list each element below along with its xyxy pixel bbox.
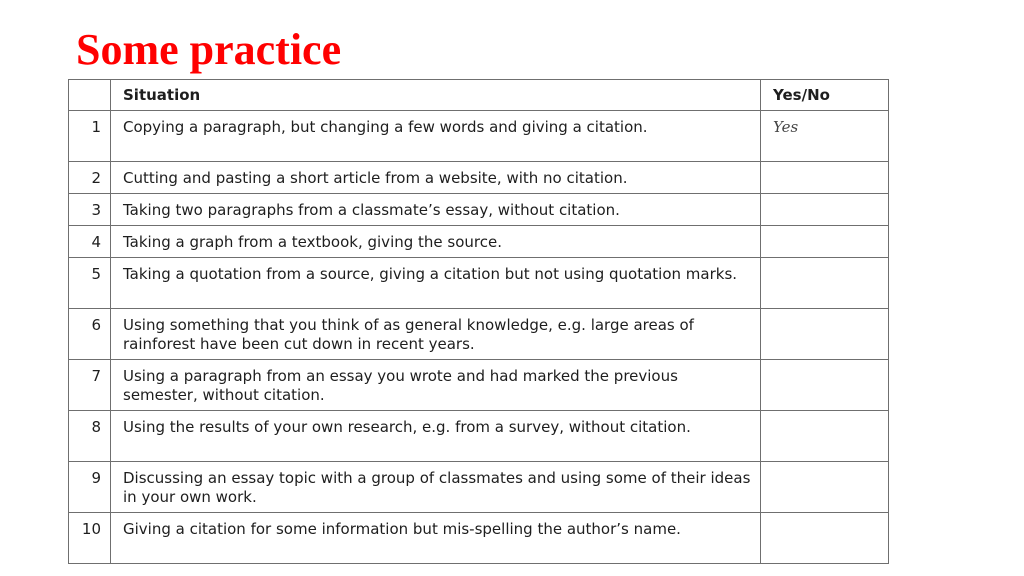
row-answer[interactable] [761,309,889,360]
row-answer[interactable] [761,194,889,226]
row-situation: Taking a graph from a textbook, giving the source. [111,226,761,258]
row-number: 10 [69,513,111,564]
row-answer[interactable] [761,258,889,309]
header-number [69,80,111,111]
row-situation: Taking two paragraphs from a classmate’s essay, without citation. [111,194,761,226]
practice-table [68,79,889,564]
table-row [69,513,889,564]
row-answer[interactable] [761,513,889,564]
row-answer[interactable] [761,226,889,258]
table-row [69,226,889,258]
row-situation: Using a paragraph from an essay you wrote and had marked the previous semester, without citation. [111,360,761,411]
row-situation: Discussing an essay topic with a group of classmates and using some of their ideas in your own work. [111,462,761,513]
row-number: 3 [69,194,111,226]
header-situation: Situation [111,80,761,111]
row-situation: Using the results of your own research, e.g. from a survey, without citation. [111,411,761,462]
row-number: 9 [69,462,111,513]
row-number: 8 [69,411,111,462]
row-number: 1 [69,111,111,162]
row-answer[interactable] [761,411,889,462]
table-row [69,360,889,411]
row-situation: Taking a quotation from a source, giving a citation but not using quotation marks. [111,258,761,309]
table-row [69,411,889,462]
table-row [69,111,889,162]
header-yes-no: Yes/No [761,80,889,111]
row-number: 4 [69,226,111,258]
row-situation: Using something that you think of as general knowledge, e.g. large areas of rainforest have been cut down in recent years. [111,309,761,360]
row-answer[interactable] [761,162,889,194]
row-situation: Cutting and pasting a short article from a website, with no citation. [111,162,761,194]
table-row [69,462,889,513]
row-answer[interactable] [761,360,889,411]
slide-title: Some practice [76,25,342,74]
table-row [69,309,889,360]
table-row [69,258,889,309]
table-row [69,194,889,226]
row-situation: Copying a paragraph, but changing a few words and giving a citation. [111,111,761,162]
row-situation: Giving a citation for some information but mis-spelling the author’s name. [111,513,761,564]
handwritten-answer: Yes [773,118,799,136]
row-number: 7 [69,360,111,411]
table-header-row [69,80,889,111]
row-answer[interactable] [761,462,889,513]
row-number: 2 [69,162,111,194]
row-number: 6 [69,309,111,360]
table-row [69,162,889,194]
row-answer[interactable] [761,111,889,162]
row-number: 5 [69,258,111,309]
